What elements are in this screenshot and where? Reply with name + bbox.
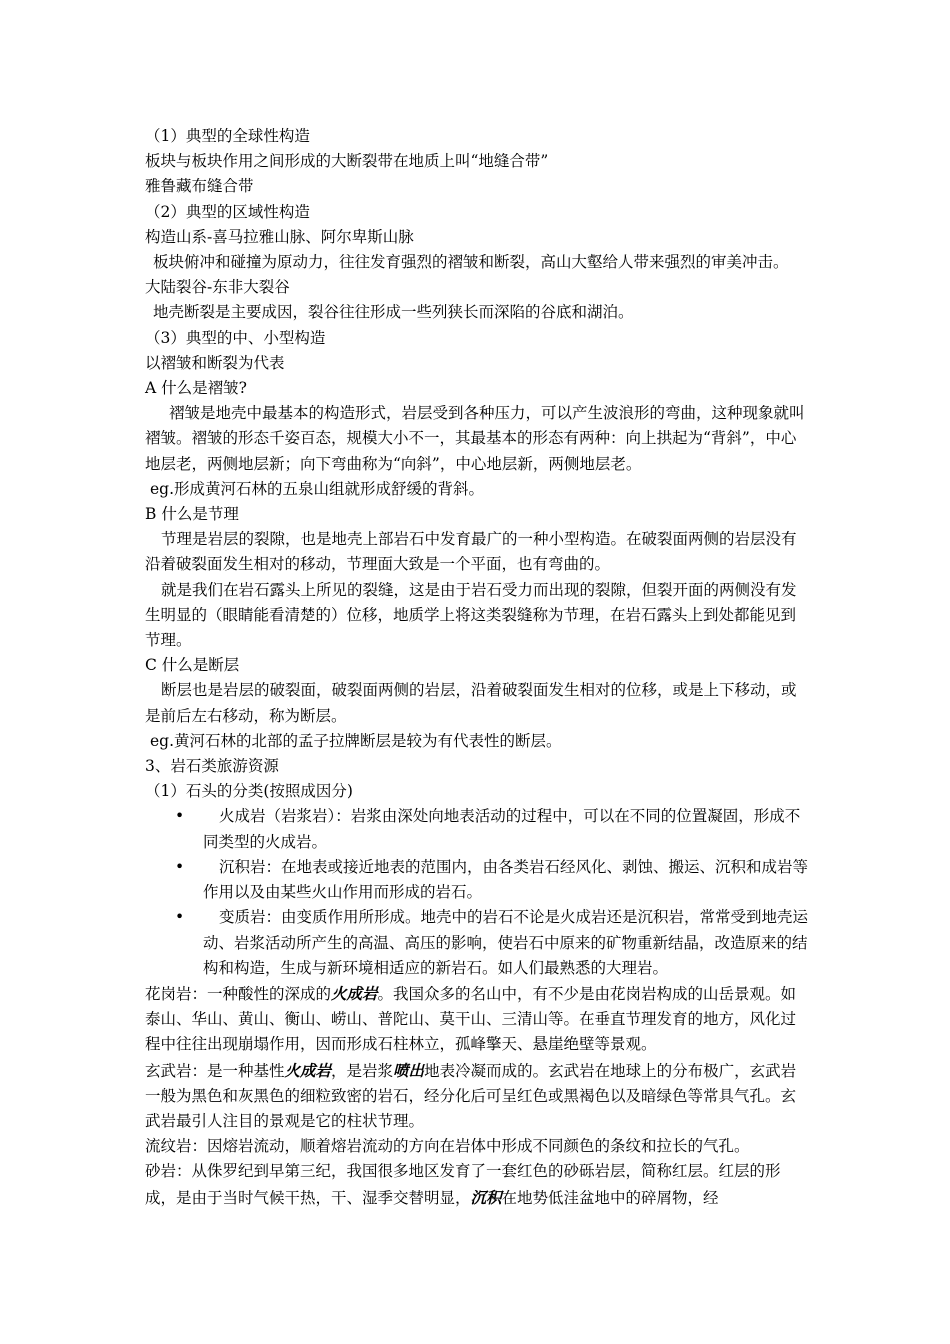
text-segment: 砂岩：从侏罗纪到早第三纪，我国很多地区发育了一套红色的砂砾岩层，简称红层。红层的形成，是由于当时气候干热，干、湿季交替明显， <box>145 1162 781 1207</box>
paragraph: eg.黄河石林的北部的孟子拉牌断层是较为有代表性的断层。 <box>150 731 562 750</box>
text-segment: 玄武岩：是一种基性 <box>145 1061 285 1080</box>
list-item-text: 变质岩：由变质作用所形成。地壳中的岩石不论是火成岩还是沉积岩，常常受到地壳运动、岩浆活动所产生的高温、高压的影响，使岩石中原来的矿物重新结晶，改造原来的结构和构造，生成与新环境相适应的新岩石。如人们最熟悉的大理岩。 <box>203 908 809 977</box>
paragraph: 褶皱是地壳中最基本的构造形式，岩层受到各种压力，可以产生波浪形的弯曲，这种现象就叫褶皱。褶皱的形态千姿百态，规模大小不一，其最基本的形态有两种：向上拱起为“背斜”，中心地层老，两侧地层新；向下弯曲称为“向斜”，中心地层新，两侧地层老。 <box>145 404 805 473</box>
paragraph-basalt <box>145 1058 811 1135</box>
text-segment: 在地势低洼盆地中的碎屑物，经 <box>501 1188 719 1207</box>
bullet-icon: • <box>175 908 185 927</box>
heading-joint: B 什么是节理 <box>145 505 239 524</box>
emphasis-text: 喷出 <box>393 1060 425 1080</box>
paragraph: 大陆裂谷-东非大裂谷 <box>145 278 290 297</box>
paragraph: 地壳断裂是主要成因，裂谷往往形成一些列狭长而深陷的谷底和湖泊。 <box>153 303 634 322</box>
paragraph: 就是我们在岩石露头上所见的裂缝，这是由于岩石受力而出现的裂隙，但裂开面的两侧没有发生明显的（眼睛能看清楚的）位移，地质学上将这类裂缝称为节理，在岩石露头上到处都能见到节理。 <box>145 580 797 650</box>
bullet-icon: • <box>175 857 185 876</box>
paragraph: eg.形成黄河石林的五泉山组就形成舒缓的背斜。 <box>150 479 485 498</box>
paragraph: 板块与板块作用之间形成的大断裂带在地质上叫“地缝合带” <box>145 152 549 171</box>
list-item <box>145 855 811 905</box>
paragraph-sandstone <box>145 1159 811 1210</box>
emphasis-text: 沉积 <box>470 1187 502 1207</box>
heading-small-structure: （3）典型的中、小型构造 <box>145 328 326 347</box>
list-item <box>145 804 811 854</box>
list-item-text: 沉积岩：在地表或接近地表的范围内，由各类岩石经风化、剥蚀、搬运、沉积和成岩等作用以及由某些火山作用而形成的岩石。 <box>203 857 809 902</box>
text-segment: 。我国众多的名山中，有不少是由花岗岩构成的山岳景观。如泰山、华山、黄山、衡山、崂山、普陀山、莫干山、三清山等。在垂直节理发育的地方，风化过程中往往出现崩塌作用，因而形成石柱林立，孤峰擎天、悬崖绝壁等景观。 <box>145 984 797 1054</box>
paragraph-granite <box>145 981 811 1058</box>
heading-rock-classification: （1）石头的分类(按照成因分) <box>145 782 353 801</box>
heading-fault: C 什么是断层 <box>145 656 240 675</box>
paragraph: 板块俯冲和碰撞为原动力，往往发育强烈的褶皱和断裂，高山大壑给人带来强烈的审美冲击。 <box>153 253 789 272</box>
paragraph: 断层也是岩层的破裂面，破裂面两侧的岩层，沿着破裂面发生相对的位移，或是上下移动，或是前后左右移动，称为断层。 <box>145 681 797 725</box>
rock-type-list <box>145 804 811 980</box>
heading-fold: A 什么是褶皱? <box>145 379 247 398</box>
heading-regional-structure: （2）典型的区域性构造 <box>145 202 310 221</box>
heading-rock-resources: 3、岩石类旅游资源 <box>145 757 279 776</box>
emphasis-text: 火成岩 <box>331 983 378 1003</box>
list-item <box>145 905 811 981</box>
document-body <box>145 124 811 1211</box>
paragraph: 构造山系-喜马拉雅山脉、阿尔卑斯山脉 <box>145 227 414 246</box>
heading-global-structure: （1）典型的全球性构造 <box>145 127 310 145</box>
text-segment: ，是岩浆 <box>331 1061 394 1080</box>
text-segment: 花岗岩：一种酸性的深成的 <box>145 984 332 1003</box>
text-segment: 地表冷凝而成的。玄武岩在地球上的分布极广，玄武岩一般为黑色和灰黑色的细粒致密的岩石，经分化后可呈红色或黑褐色以及暗绿色等常具气孔。玄武岩最引人注目的景观是它的柱状节理。 <box>145 1061 797 1130</box>
paragraph: 雅鲁藏布缝合带 <box>145 177 254 196</box>
paragraph: 节理是岩层的裂隙，也是地壳上部岩石中发育最广的一种小型构造。在破裂面两侧的岩层没有沿着破裂面发生相对的移动，节理面大致是一个平面，也有弯曲的。 <box>145 530 797 574</box>
paragraph: 以褶皱和断裂为代表 <box>145 353 285 372</box>
list-item-text: 火成岩（岩浆岩）：岩浆由深处向地表活动的过程中，可以在不同的位置凝固，形成不同类型的火成岩。 <box>203 807 801 851</box>
emphasis-text: 火成岩 <box>284 1060 332 1080</box>
bullet-icon: • <box>175 807 185 826</box>
paragraph-rhyolite: 流纹岩：因熔岩流动，顺着熔岩流动的方向在岩体中形成不同颜色的条纹和拉长的气孔。 <box>145 1137 750 1156</box>
